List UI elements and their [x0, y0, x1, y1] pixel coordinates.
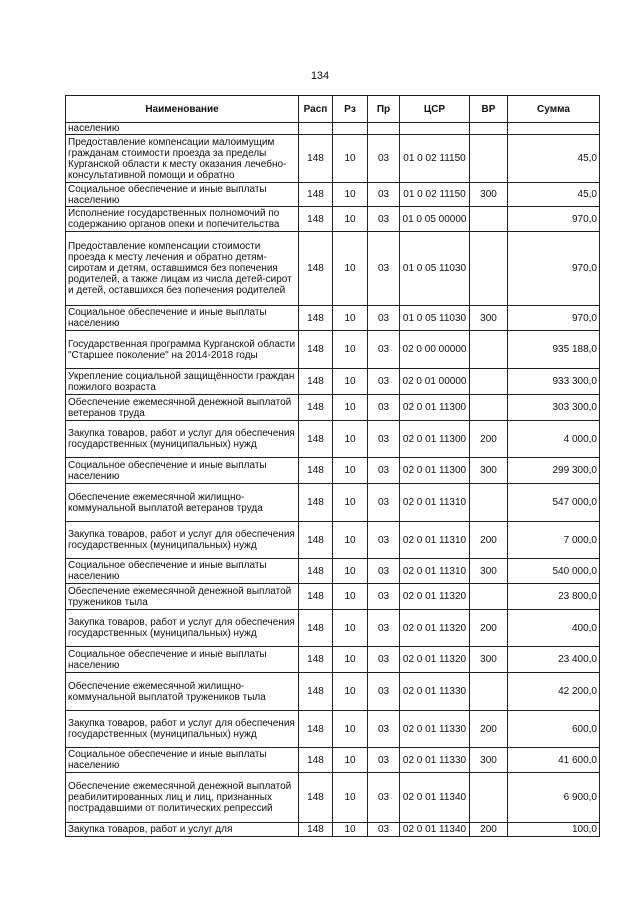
table-row	[66, 823, 600, 837]
cell-pr: 03	[368, 773, 400, 823]
cell-csr: 02 0 01 11340	[400, 773, 470, 823]
cell-rz: 10	[333, 331, 368, 369]
cell-vr	[470, 331, 508, 369]
cell-sum: 970,0	[508, 306, 600, 331]
table-row	[66, 183, 600, 207]
table-row	[66, 207, 600, 232]
cell-sum	[508, 123, 600, 135]
cell-name: Закупка товаров, работ и услуг для обеспечения государственных (муниципальных) нужд	[66, 610, 299, 647]
table-row	[66, 232, 600, 306]
cell-csr: 01 0 02 11150	[400, 183, 470, 207]
cell-csr: 02 0 01 11310	[400, 484, 470, 522]
cell-sum: 933 300,0	[508, 369, 600, 395]
cell-rz: 10	[333, 395, 368, 421]
header-pr: Пр	[368, 96, 400, 123]
cell-sum: 935 188,0	[508, 331, 600, 369]
cell-csr	[400, 123, 470, 135]
cell-csr: 02 0 01 11330	[400, 711, 470, 748]
cell-rasp: 148	[299, 458, 333, 484]
cell-name: Предоставление компенсации малоимущим гражданам стоимости проезда за пределы Курганской области к месту оказания лечебно-консультативной помощи и обратно	[66, 135, 299, 183]
table-row	[66, 123, 600, 135]
cell-rasp: 148	[299, 207, 333, 232]
cell-csr: 01 0 05 00000	[400, 207, 470, 232]
cell-rz: 10	[333, 711, 368, 748]
cell-sum: 45,0	[508, 135, 600, 183]
cell-rz	[333, 123, 368, 135]
cell-pr: 03	[368, 711, 400, 748]
cell-pr: 03	[368, 331, 400, 369]
cell-name: Социальное обеспечение и иные выплаты населению	[66, 647, 299, 673]
cell-name: Предоставление компенсации стоимости проезда к месту лечения и обратно детям-сиротам и детям, оставшимся без попечения родителей, а также лицам из числа детей-сирот и детей, оставшихся без попечения родителей	[66, 232, 299, 306]
cell-pr: 03	[368, 369, 400, 395]
cell-sum: 303 300,0	[508, 395, 600, 421]
table-row	[66, 331, 600, 369]
cell-sum: 45,0	[508, 183, 600, 207]
cell-sum: 100,0	[508, 823, 600, 837]
cell-rasp: 148	[299, 823, 333, 837]
table-row	[66, 484, 600, 522]
cell-pr: 03	[368, 306, 400, 331]
cell-csr: 02 0 01 11330	[400, 748, 470, 773]
cell-vr	[470, 484, 508, 522]
cell-pr: 03	[368, 135, 400, 183]
cell-csr: 02 0 01 11330	[400, 673, 470, 711]
cell-rz: 10	[333, 207, 368, 232]
cell-pr: 03	[368, 584, 400, 610]
cell-rz: 10	[333, 135, 368, 183]
cell-pr: 03	[368, 647, 400, 673]
cell-rz: 10	[333, 232, 368, 306]
table-header-row	[66, 96, 600, 123]
cell-pr: 03	[368, 183, 400, 207]
cell-rz: 10	[333, 559, 368, 584]
cell-rz: 10	[333, 458, 368, 484]
cell-name: Укрепление социальной защищённости граждан пожилого возраста	[66, 369, 299, 395]
cell-csr: 02 0 01 11300	[400, 458, 470, 484]
cell-vr: 200	[470, 711, 508, 748]
cell-csr: 02 0 01 00000	[400, 369, 470, 395]
cell-rasp: 148	[299, 559, 333, 584]
cell-vr: 300	[470, 748, 508, 773]
cell-pr: 03	[368, 748, 400, 773]
table-row	[66, 369, 600, 395]
cell-vr	[470, 123, 508, 135]
cell-vr: 300	[470, 183, 508, 207]
cell-name: Обеспечение ежемесячной жилищно-коммунальной выплатой ветеранов труда	[66, 484, 299, 522]
cell-csr: 02 0 01 11320	[400, 647, 470, 673]
cell-rasp: 148	[299, 647, 333, 673]
cell-vr: 200	[470, 823, 508, 837]
cell-rasp: 148	[299, 331, 333, 369]
cell-csr: 02 0 00 00000	[400, 331, 470, 369]
cell-sum: 547 000,0	[508, 484, 600, 522]
cell-rasp	[299, 123, 333, 135]
cell-rz: 10	[333, 369, 368, 395]
cell-pr: 03	[368, 421, 400, 458]
cell-rz: 10	[333, 673, 368, 711]
cell-pr: 03	[368, 458, 400, 484]
table-row	[66, 306, 600, 331]
cell-pr: 03	[368, 232, 400, 306]
table-row	[66, 584, 600, 610]
cell-name: Обеспечение ежемесячной денежной выплатой ветеранов труда	[66, 395, 299, 421]
table-row	[66, 135, 600, 183]
cell-sum: 4 000,0	[508, 421, 600, 458]
cell-rz: 10	[333, 773, 368, 823]
cell-vr	[470, 673, 508, 711]
cell-pr: 03	[368, 673, 400, 711]
cell-rasp: 148	[299, 584, 333, 610]
cell-vr	[470, 369, 508, 395]
cell-vr: 300	[470, 458, 508, 484]
cell-csr: 01 0 05 11030	[400, 232, 470, 306]
cell-rasp: 148	[299, 748, 333, 773]
cell-csr: 02 0 01 11300	[400, 421, 470, 458]
cell-name: Закупка товаров, работ и услуг для обеспечения государственных (муниципальных) нужд	[66, 421, 299, 458]
cell-sum: 400,0	[508, 610, 600, 647]
cell-sum: 23 400,0	[508, 647, 600, 673]
cell-name: Социальное обеспечение и иные выплаты населению	[66, 458, 299, 484]
cell-name: Государственная программа Курганской области "Старшее поколение" на 2014-2018 годы	[66, 331, 299, 369]
cell-vr	[470, 135, 508, 183]
cell-name: населению	[66, 123, 299, 135]
cell-rasp: 148	[299, 421, 333, 458]
cell-rasp: 148	[299, 306, 333, 331]
cell-rasp: 148	[299, 484, 333, 522]
header-rasp: Расп	[299, 96, 333, 123]
cell-rz: 10	[333, 823, 368, 837]
cell-rasp: 148	[299, 135, 333, 183]
cell-name: Социальное обеспечение и иные выплаты населению	[66, 559, 299, 584]
cell-vr: 200	[470, 610, 508, 647]
table-row	[66, 647, 600, 673]
cell-name: Обеспечение ежемесячной жилищно-коммунальной выплатой тружеников тыла	[66, 673, 299, 711]
cell-sum: 42 200,0	[508, 673, 600, 711]
cell-name: Социальное обеспечение и иные выплаты населению	[66, 748, 299, 773]
cell-sum: 41 600,0	[508, 748, 600, 773]
cell-rz: 10	[333, 183, 368, 207]
table-row	[66, 773, 600, 823]
cell-sum: 299 300,0	[508, 458, 600, 484]
cell-csr: 02 0 01 11320	[400, 610, 470, 647]
cell-sum: 600,0	[508, 711, 600, 748]
cell-vr	[470, 395, 508, 421]
cell-vr	[470, 207, 508, 232]
cell-pr: 03	[368, 559, 400, 584]
cell-vr: 300	[470, 559, 508, 584]
header-name: Наименование	[66, 96, 299, 123]
cell-sum: 970,0	[508, 232, 600, 306]
cell-name: Социальное обеспечение и иные выплаты населению	[66, 306, 299, 331]
cell-sum: 23 800,0	[508, 584, 600, 610]
cell-name: Обеспечение ежемесячной денежной выплатой тружеников тыла	[66, 584, 299, 610]
cell-vr	[470, 232, 508, 306]
cell-rasp: 148	[299, 183, 333, 207]
cell-vr: 200	[470, 421, 508, 458]
header-csr: ЦСР	[400, 96, 470, 123]
table-body	[66, 123, 600, 837]
cell-rz: 10	[333, 610, 368, 647]
cell-pr: 03	[368, 610, 400, 647]
table-row	[66, 610, 600, 647]
cell-rasp: 148	[299, 711, 333, 748]
cell-vr: 300	[470, 306, 508, 331]
cell-name: Закупка товаров, работ и услуг для обеспечения государственных (муниципальных) нужд	[66, 711, 299, 748]
cell-csr: 01 0 02 11150	[400, 135, 470, 183]
cell-pr	[368, 123, 400, 135]
cell-name: Исполнение государственных полномочий по содержанию органов опеки и попечительства	[66, 207, 299, 232]
cell-csr: 02 0 01 11310	[400, 522, 470, 559]
cell-pr: 03	[368, 207, 400, 232]
cell-csr: 01 0 05 11030	[400, 306, 470, 331]
cell-rz: 10	[333, 306, 368, 331]
cell-rasp: 148	[299, 673, 333, 711]
cell-rz: 10	[333, 421, 368, 458]
cell-csr: 02 0 01 11340	[400, 823, 470, 837]
cell-name: Обеспечение ежемесячной денежной выплатой реабилитированных лиц и лиц, признанных пострадавшими от политических репрессий	[66, 773, 299, 823]
cell-sum: 540 000,0	[508, 559, 600, 584]
cell-sum: 6 900,0	[508, 773, 600, 823]
table-row	[66, 522, 600, 559]
cell-pr: 03	[368, 395, 400, 421]
budget-table	[65, 95, 600, 837]
table-row	[66, 421, 600, 458]
cell-rasp: 148	[299, 773, 333, 823]
cell-rasp: 148	[299, 369, 333, 395]
cell-rz: 10	[333, 748, 368, 773]
cell-sum: 970,0	[508, 207, 600, 232]
table-row	[66, 458, 600, 484]
cell-name: Социальное обеспечение и иные выплаты населению	[66, 183, 299, 207]
table-row	[66, 395, 600, 421]
cell-vr: 300	[470, 647, 508, 673]
cell-csr: 02 0 01 11310	[400, 559, 470, 584]
cell-rz: 10	[333, 584, 368, 610]
cell-pr: 03	[368, 823, 400, 837]
cell-name: Закупка товаров, работ и услуг для	[66, 823, 299, 837]
cell-vr	[470, 584, 508, 610]
cell-name: Закупка товаров, работ и услуг для обеспечения государственных (муниципальных) нужд	[66, 522, 299, 559]
cell-csr: 02 0 01 11300	[400, 395, 470, 421]
page-number: 134	[310, 70, 330, 82]
cell-vr: 200	[470, 522, 508, 559]
table-row	[66, 673, 600, 711]
cell-csr: 02 0 01 11320	[400, 584, 470, 610]
cell-rasp: 148	[299, 232, 333, 306]
table-row	[66, 748, 600, 773]
cell-rz: 10	[333, 522, 368, 559]
cell-sum: 7 000,0	[508, 522, 600, 559]
header-rz: Рз	[333, 96, 368, 123]
cell-rasp: 148	[299, 395, 333, 421]
cell-pr: 03	[368, 484, 400, 522]
cell-vr	[470, 773, 508, 823]
header-vr: ВР	[470, 96, 508, 123]
cell-rz: 10	[333, 484, 368, 522]
table-row	[66, 711, 600, 748]
table-row	[66, 559, 600, 584]
header-sum: Сумма	[508, 96, 600, 123]
cell-rasp: 148	[299, 610, 333, 647]
cell-rz: 10	[333, 647, 368, 673]
cell-rasp: 148	[299, 522, 333, 559]
cell-pr: 03	[368, 522, 400, 559]
